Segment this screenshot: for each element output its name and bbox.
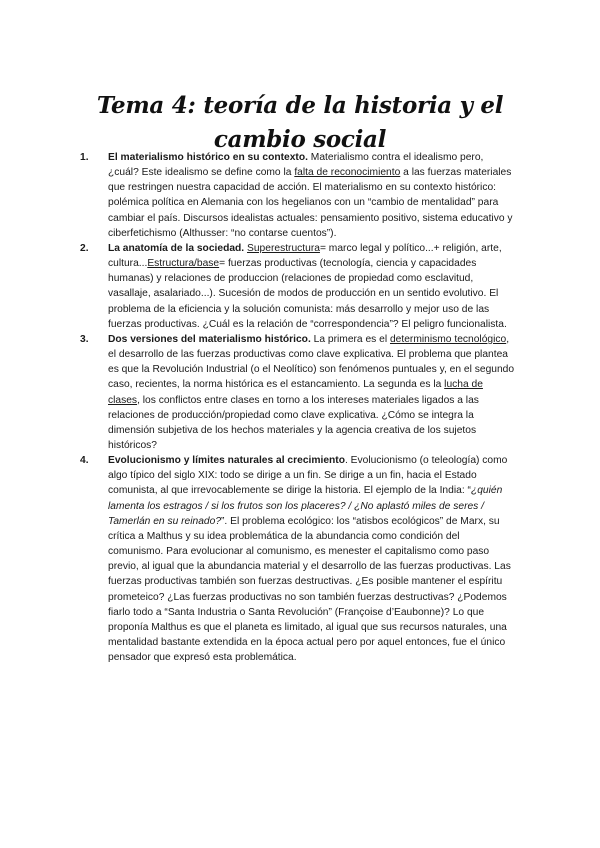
- underlined-term: determinismo tecnológico: [389, 333, 507, 345]
- item-text: . Evolucionismo (o teleología) como algo típico del siglo XIX: todo se dirige a un fin. Se dirige a un fin, hacia el Estado comunista, al que irrevocablemente se dirige la historia. El ejemplo de la India: “: [108, 455, 508, 497]
- list-item: [0, 332, 600, 453]
- underlined-term: Estructura/base: [147, 258, 220, 270]
- underlined-term: Superestructura: [247, 242, 320, 254]
- item-heading: Evolucionismo y límites naturales al crecimiento: [108, 455, 345, 467]
- list-item: [0, 241, 600, 332]
- italic-quote: ¿quién lamenta los estragos / si los frutos son los placeres? / ¿No aplastó miles de seres / Tamerlán en su reinado?: [108, 485, 503, 527]
- item-text: = marco legal y político...+ religión, arte, cultura...: [108, 242, 502, 270]
- item-heading: El materialismo histórico en su contexto.: [108, 152, 308, 163]
- item-text: La primera es el: [310, 333, 390, 345]
- topic-list: [0, 150, 600, 665]
- underlined-term: falta de reconocimiento: [294, 167, 401, 179]
- list-item: [0, 150, 600, 241]
- underlined-term: lucha de clases: [108, 379, 483, 406]
- item-heading: La anatomía de la sociedad.: [108, 242, 245, 254]
- item-text: = fuerzas productivas (tecnología, ciencia y capacidades humanas) y relaciones de produccion (relaciones de propiedad como esclavitud, vasallaje, asalariado...). Sucesión de modos de producción en un sentido evolutivo. El problema de la eficiencia y la solución comunista: más desarrollo y mejor uso de las fuerzas productivas. ¿Cuál es la relación de “correspondencia”? El peligro funcionalista.: [108, 258, 507, 330]
- item-text: , los conflictos entre clases en torno a los intereses materiales ligados a las relaciones de producción/propiedad como clave explicativa. ¿Cómo se integra la dimensión subjetiva de los hechos materiales y la agencia creativa de los sujetos históricos?: [108, 394, 479, 451]
- item-text: Materialismo contra el idealismo pero, ¿cuál? Este idealismo se define como la: [108, 152, 484, 179]
- item-number: 2.: [80, 242, 89, 254]
- document-title: Tema 4: teoría de la historia y el cambio social: [96, 92, 504, 154]
- item-number: 3.: [80, 333, 89, 345]
- item-text: a las fuerzas materiales que restringen nuestra capacidad de acción. El materialismo en su contexto histórico: polémica política en Alemania con los hegelianos con un “cambio de mentalidad” para cambiar el país. Discursos idealistas actuales: pensamiento positivo, sistema educativo y ciberfetichismo (Althusser: “no contarse cuentos”).: [108, 167, 513, 239]
- item-heading: Dos versiones del materialismo histórico.: [108, 333, 311, 345]
- item-text: ”. El problema ecológico: los “atisbos ecológicos” de Marx, su crítica a Malthus y su idea problemática de la abundancia como condición del comunismo. Para evolucionar al comunismo, es menester el capitalismo como paso previo, al igual que la abundancia material y el desarrollo de las fuerzas productivas. Las fuerzas productivas también son fuerzas destructivas. ¿Es posible mantener el espíritu prometeico? ¿Las fuerzas productivas no son también fuerzas destructivas? ¿Podemos fiarlo todo a “Santa Industria o Santa Revolución” (Françoise d’Eaubonne)? Lo que proponía Malthus es que el planeta es limitado, al igual que sus recursos naturales, una mentalidad bastante extendida en la época actual pero por aquel entonces, fue el único pensador que expresó esta problemática.: [108, 515, 511, 664]
- item-number: 1.: [80, 152, 89, 163]
- item-number: 4.: [80, 455, 89, 467]
- list-item: [0, 453, 600, 665]
- item-text: , el desarrollo de las fuerzas productivas como clave explicativa. El problema que plantea es que la Revolución Industrial (o el Neolítico) son fenómenos puntuales y, en el segundo caso, recientes, la norma histórica es el estancamiento. La segunda es la: [108, 333, 515, 391]
